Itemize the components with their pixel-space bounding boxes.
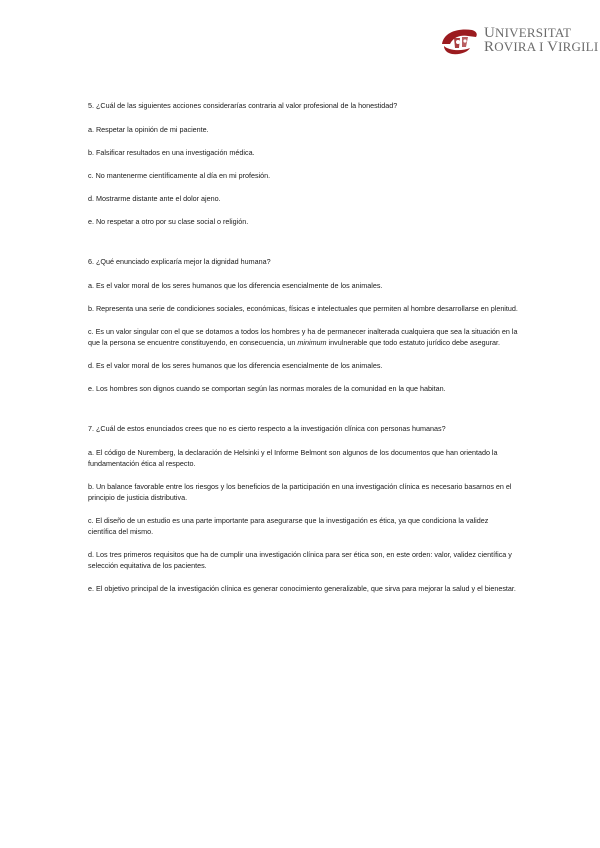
answer-option: a. Es el valor moral de los seres humanos que los diferencia esencialmente de los animales. bbox=[88, 281, 383, 290]
option-text: invulnerable que todo estatuto jurídico debe asegurar. bbox=[328, 338, 500, 347]
question-6 bbox=[88, 256, 518, 394]
logo-rest: IRGILI bbox=[558, 39, 599, 54]
option-text: c. Es un valor singular con el que se dotamos a todos los hombres y ha de permanecer inalterada cualquiera que sea la situación en la que la persona se encuentre constituyendo, en consecuencia, un bbox=[88, 327, 518, 347]
question-5 bbox=[88, 100, 518, 227]
answer-option: a. Respetar la opinión de mi paciente. bbox=[88, 125, 209, 134]
logo-rest: NIVERSITAT bbox=[495, 25, 572, 40]
questions-content bbox=[88, 100, 518, 606]
question-7 bbox=[88, 423, 518, 594]
question-title: 6. ¿Qué enunciado explicaría mejor la dignidad humana? bbox=[88, 257, 271, 266]
answer-option: d. Es el valor moral de los seres humanos que los diferencia esencialmente de los animales. bbox=[88, 361, 383, 370]
logo-rest: OVIRA I bbox=[494, 39, 548, 54]
answer-option: e. No respetar a otro por su clase social o religión. bbox=[88, 217, 249, 226]
option-italic-term: minimum bbox=[297, 338, 327, 347]
university-seal-icon bbox=[438, 24, 480, 56]
answer-option bbox=[88, 326, 518, 348]
answer-option: b. Representa una serie de condiciones sociales, económicas, físicas e intelectuales que permiten al hombre desarrollarse en plenitud. bbox=[88, 304, 518, 313]
logo-cap: V bbox=[547, 39, 559, 55]
logo-cap: U bbox=[484, 25, 496, 41]
logo-cap: R bbox=[484, 39, 495, 55]
answer-option: e. El objetivo principal de la investigación clínica es generar conocimiento generalizable, que sirva para mejorar la salud y el bienestar. bbox=[88, 584, 516, 593]
answer-option: e. Los hombres son dignos cuando se comportan según las normas morales de la comunidad en la que habitan. bbox=[88, 384, 446, 393]
answer-option: b. Un balance favorable entre los riesgos y los beneficios de la participación en una investigación clínica es necesario basarnos en el principio de justicia distributiva. bbox=[88, 482, 512, 502]
university-logo bbox=[438, 20, 599, 60]
university-name bbox=[484, 26, 598, 54]
answer-option: d. Mostrarme distante ante el dolor ajeno. bbox=[88, 194, 221, 203]
answer-option: a. El código de Nuremberg, la declaración de Helsinki y el Informe Belmont son algunos de los documentos que han orientado la fundamentación ética al respecto. bbox=[88, 448, 498, 468]
question-title: 7. ¿Cuál de estos enunciados crees que no es cierto respecto a la investigación clínica con personas humanas? bbox=[88, 424, 446, 433]
answer-option: c. El diseño de un estudio es una parte importante para asegurarse que la investigación es ética, ya que condiciona la validez científica del mismo. bbox=[88, 516, 489, 536]
answer-option: d. Los tres primeros requisitos que ha de cumplir una investigación clínica para ser ética son, en este orden: valor, validez científica y selección equitativa de los pacientes. bbox=[88, 550, 512, 570]
question-title: 5. ¿Cuál de las siguientes acciones considerarías contraria al valor profesional de la honestidad? bbox=[88, 101, 398, 110]
answer-option: b. Falsificar resultados en una investigación médica. bbox=[88, 148, 255, 157]
answer-option: c. No mantenerme científicamente al día en mi profesión. bbox=[88, 171, 271, 180]
